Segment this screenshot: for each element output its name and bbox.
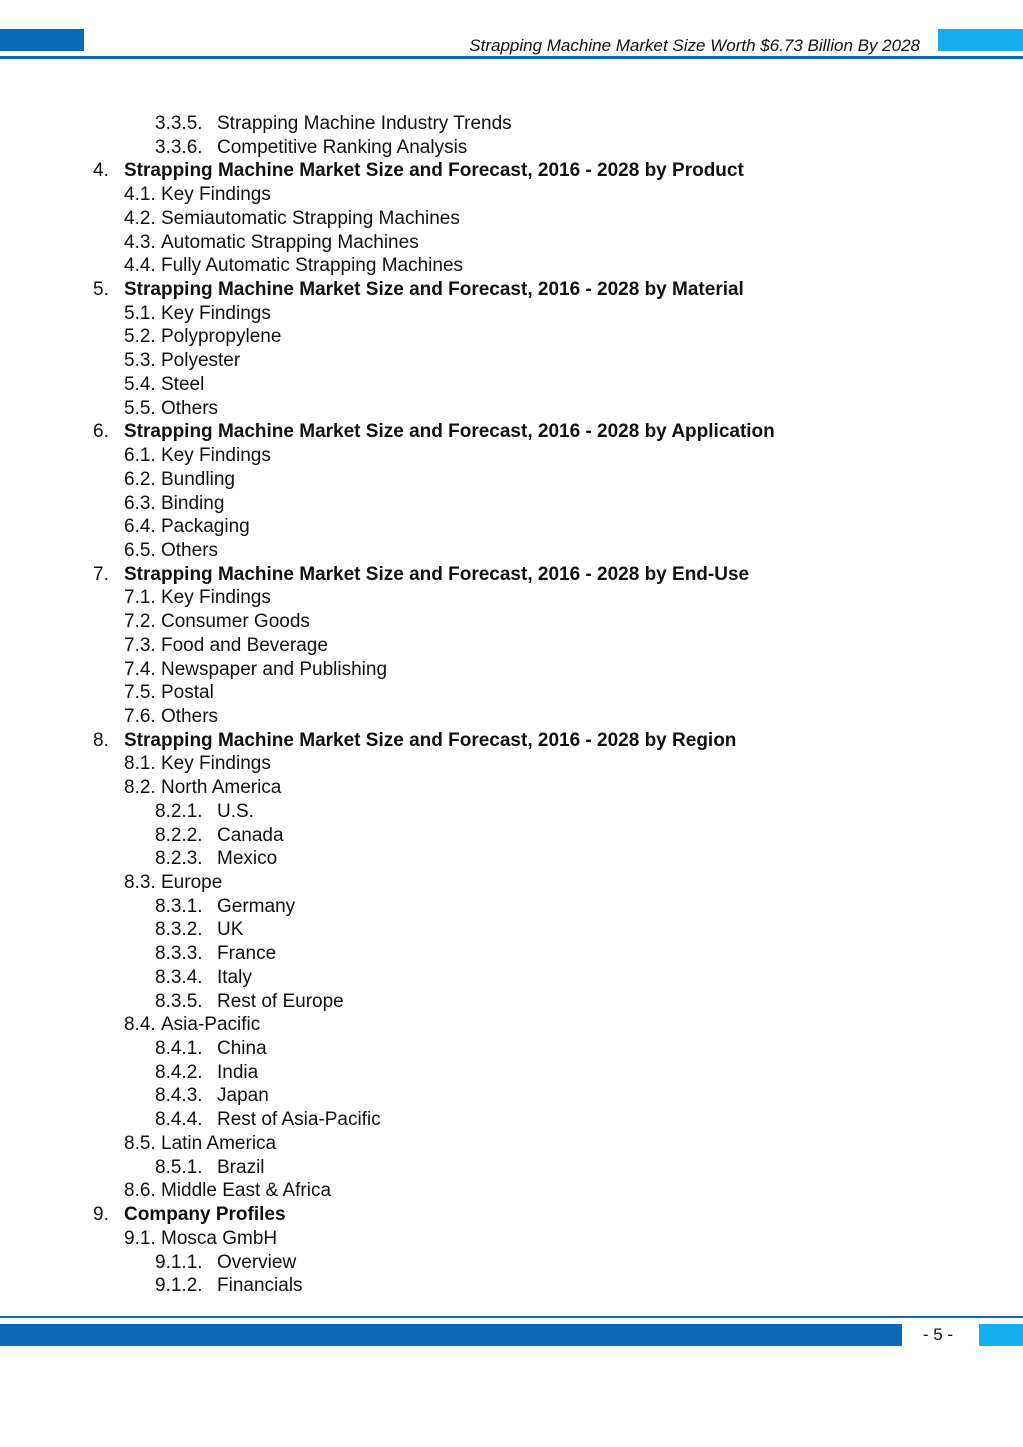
toc-entry xyxy=(0,515,1023,539)
toc-entry-title: Fully Automatic Strapping Machines xyxy=(161,255,464,277)
toc-entry xyxy=(0,349,1023,373)
toc-entry xyxy=(0,254,1023,278)
toc-entry xyxy=(0,847,1023,871)
toc-entry xyxy=(0,1156,1023,1180)
toc-entry-number: 8.2.1. xyxy=(155,800,203,822)
toc-entry-title: Strapping Machine Market Size and Forecast, 2016 - 2028 by Material xyxy=(124,279,744,301)
footer-accent-block xyxy=(979,1324,1023,1346)
toc-entry-number: 8.3.1. xyxy=(155,895,203,917)
toc-section-heading xyxy=(0,563,1023,587)
toc-entry-title: Others xyxy=(161,705,219,727)
toc-entry-number: 9.1. xyxy=(124,1227,156,1249)
toc-entry-number: 8.2.2. xyxy=(155,824,203,846)
toc-entry-title: Rest of Asia-Pacific xyxy=(217,1109,381,1131)
toc-entry xyxy=(0,112,1023,136)
toc-entry xyxy=(0,634,1023,658)
toc-entry-number: 8.3.3. xyxy=(155,943,203,965)
toc-section-heading xyxy=(0,159,1023,183)
toc-entry-number: 7.4. xyxy=(124,658,156,680)
toc-entry-title: Key Findings xyxy=(161,184,271,206)
toc-entry-number: 5.4. xyxy=(124,373,156,395)
toc-entry-number: 9. xyxy=(93,1204,109,1226)
toc-entry xyxy=(0,918,1023,942)
toc-entry xyxy=(0,895,1023,919)
toc-entry-number: 8.4.1. xyxy=(155,1038,203,1060)
toc-entry-number: 8.3.5. xyxy=(155,990,203,1012)
toc-entry-number: 7. xyxy=(93,563,109,585)
toc-entry-number: 6.4. xyxy=(124,516,156,538)
toc-entry-title: Automatic Strapping Machines xyxy=(161,231,419,253)
toc-entry-title: Consumer Goods xyxy=(161,611,310,633)
toc-entry-number: 5.5. xyxy=(124,397,156,419)
toc-entry-number: 5. xyxy=(93,279,109,301)
toc-entry xyxy=(0,231,1023,255)
toc-entry xyxy=(0,444,1023,468)
toc-entry xyxy=(0,302,1023,326)
toc-entry-number: 8.4.3. xyxy=(155,1085,203,1107)
toc-entry xyxy=(0,586,1023,610)
toc-entry-number: 8. xyxy=(93,729,109,751)
toc-entry xyxy=(0,658,1023,682)
toc-entry-number: 6.5. xyxy=(124,539,156,561)
toc-entry-title: Newspaper and Publishing xyxy=(161,658,388,680)
toc-entry xyxy=(0,610,1023,634)
toc-section-heading xyxy=(0,1203,1023,1227)
toc-entry-number: 8.4.2. xyxy=(155,1061,203,1083)
toc-entry-number: 6.1. xyxy=(124,445,156,467)
header-accent-bar-right xyxy=(938,29,1023,51)
toc-section-heading xyxy=(0,729,1023,753)
toc-entry xyxy=(0,136,1023,160)
toc-entry-title: Key Findings xyxy=(161,587,271,609)
toc-entry xyxy=(0,373,1023,397)
toc-entry xyxy=(0,705,1023,729)
toc-entry xyxy=(0,681,1023,705)
toc-entry-title: Japan xyxy=(217,1085,269,1107)
toc-entry-title: Canada xyxy=(217,824,284,846)
toc-entry xyxy=(0,1037,1023,1061)
toc-entry-title: France xyxy=(217,943,277,965)
toc-entry xyxy=(0,183,1023,207)
toc-entry-number: 6. xyxy=(93,421,109,443)
toc-entry-number: 8.4.4. xyxy=(155,1109,203,1131)
toc-entry xyxy=(0,871,1023,895)
toc-entry xyxy=(0,1274,1023,1298)
toc-entry-number: 4.4. xyxy=(124,255,156,277)
toc-section-heading xyxy=(0,420,1023,444)
toc-entry-number: 8.4. xyxy=(124,1014,156,1036)
toc-entry-title: Steel xyxy=(161,373,205,395)
toc-entry-number: 5.2. xyxy=(124,326,156,348)
toc-entry-number: 7.6. xyxy=(124,705,156,727)
toc-entry-number: 8.2. xyxy=(124,777,156,799)
toc-entry-number: 7.3. xyxy=(124,634,156,656)
toc-entry-number: 8.5. xyxy=(124,1132,156,1154)
toc-entry-title: Packaging xyxy=(161,516,250,538)
toc-entry-number: 9.1.1. xyxy=(155,1251,203,1273)
toc-entry xyxy=(0,492,1023,516)
toc-entry-number: 3.3.5. xyxy=(155,113,203,134)
toc-entry-number: 8.2.3. xyxy=(155,848,203,870)
toc-entry xyxy=(0,397,1023,421)
toc-entry xyxy=(0,776,1023,800)
header-rule xyxy=(0,56,1023,59)
toc-entry-title: Italy xyxy=(217,966,252,988)
toc-entry-number: 8.3. xyxy=(124,872,156,893)
toc-entry-title: Food and Beverage xyxy=(161,634,328,656)
toc-entry xyxy=(0,966,1023,990)
toc-entry-title: Bundling xyxy=(161,468,235,490)
header-accent-bar-left xyxy=(0,29,84,51)
toc-entry-number: 6.3. xyxy=(124,492,156,514)
toc-entry-number: 8.1. xyxy=(124,753,156,775)
toc-entry-title: Others xyxy=(161,397,219,419)
toc-entry-title: Binding xyxy=(161,492,225,514)
toc-entry xyxy=(0,207,1023,231)
toc-entry-number: 5.3. xyxy=(124,350,156,372)
toc-entry-title: China xyxy=(217,1038,267,1060)
toc-entry-number: 3.3.6. xyxy=(155,136,203,158)
toc-entry-title: Asia-Pacific xyxy=(161,1014,261,1036)
toc-entry-title: Overview xyxy=(217,1251,297,1273)
toc-entry-title: Strapping Machine Market Size and Forecast, 2016 - 2028 by Product xyxy=(124,160,744,182)
toc-entry-title: Germany xyxy=(217,895,296,917)
toc-entry-title: Semiautomatic Strapping Machines xyxy=(161,207,460,229)
toc-entry-title: UK xyxy=(217,919,244,941)
toc-entry xyxy=(0,1132,1023,1156)
toc-entry-number: 8.5.1. xyxy=(155,1156,203,1178)
toc-entry-title: North America xyxy=(161,777,282,799)
toc-entry xyxy=(0,1061,1023,1085)
toc-entry xyxy=(0,1108,1023,1132)
toc-entry-title: Postal xyxy=(161,682,214,704)
toc-entry xyxy=(0,942,1023,966)
toc-entry-title: Brazil xyxy=(217,1156,265,1178)
toc-entry xyxy=(0,468,1023,492)
toc-entry-title: Company Profiles xyxy=(124,1204,286,1226)
toc-entry-title: Financials xyxy=(217,1275,303,1297)
toc-entry xyxy=(0,1251,1023,1275)
toc-entry-title: Strapping Machine Market Size and Forecast, 2016 - 2028 by End-Use xyxy=(124,563,750,585)
toc-entry-title: Strapping Machine Industry Trends xyxy=(217,113,512,134)
toc-entry-title: Middle East & Africa xyxy=(161,1180,332,1202)
toc-entry xyxy=(0,824,1023,848)
toc-entry-number: 7.5. xyxy=(124,682,156,704)
toc-entry-title: U.S. xyxy=(217,800,254,822)
toc-entry xyxy=(0,1084,1023,1108)
toc-entry-number: 4.1. xyxy=(124,184,156,206)
toc-entry-number: 4.2. xyxy=(124,207,156,229)
page-number: - 5 - xyxy=(922,1325,954,1344)
toc-entry-title: Strapping Machine Market Size and Forecast, 2016 - 2028 by Application xyxy=(124,421,775,443)
toc-entry xyxy=(0,1179,1023,1203)
toc-entry-number: 8.6. xyxy=(124,1180,156,1202)
toc-entry-title: Rest of Europe xyxy=(217,990,344,1012)
toc-entry-number: 4.3. xyxy=(124,231,156,253)
toc-entry xyxy=(0,325,1023,349)
toc-entry-title: Key Findings xyxy=(161,753,271,775)
toc-entry-title: Strapping Machine Market Size and Forecast, 2016 - 2028 by Region xyxy=(124,729,737,751)
toc-entry-title: Polypropylene xyxy=(161,326,282,348)
toc-entry-number: 7.2. xyxy=(124,611,156,633)
footer-accent-bar xyxy=(0,1324,902,1346)
toc-section-heading xyxy=(0,278,1023,302)
toc-entry-number: 7.1. xyxy=(124,587,156,609)
toc-entry-title: Latin America xyxy=(161,1132,277,1154)
toc-entry-title: Others xyxy=(161,539,219,561)
table-of-contents xyxy=(0,112,1023,1298)
toc-entry-number: 8.3.4. xyxy=(155,966,203,988)
toc-entry xyxy=(0,539,1023,563)
toc-entry-title: Competitive Ranking Analysis xyxy=(217,136,468,158)
toc-entry-title: Key Findings xyxy=(161,302,271,324)
toc-entry-title: Mexico xyxy=(217,848,278,870)
toc-entry-title: Europe xyxy=(161,872,223,893)
document-header-title: Strapping Machine Market Size Worth $6.73 Billion By 2028 xyxy=(469,36,920,55)
footer-rule xyxy=(0,1316,1023,1318)
toc-entry-title: India xyxy=(217,1061,259,1083)
toc-entry-title: Polyester xyxy=(161,350,241,372)
toc-entry xyxy=(0,800,1023,824)
toc-entry xyxy=(0,1227,1023,1251)
toc-entry xyxy=(0,752,1023,776)
toc-entry-number: 8.3.2. xyxy=(155,919,203,941)
toc-entry-title: Key Findings xyxy=(161,445,271,467)
toc-entry-number: 5.1. xyxy=(124,302,156,324)
toc-entry-number: 6.2. xyxy=(124,468,156,490)
toc-entry xyxy=(0,990,1023,1014)
toc-entry-title: Mosca GmbH xyxy=(161,1227,278,1249)
toc-entry-number: 4. xyxy=(93,160,109,182)
toc-entry xyxy=(0,1013,1023,1037)
toc-entry-number: 9.1.2. xyxy=(155,1275,203,1297)
